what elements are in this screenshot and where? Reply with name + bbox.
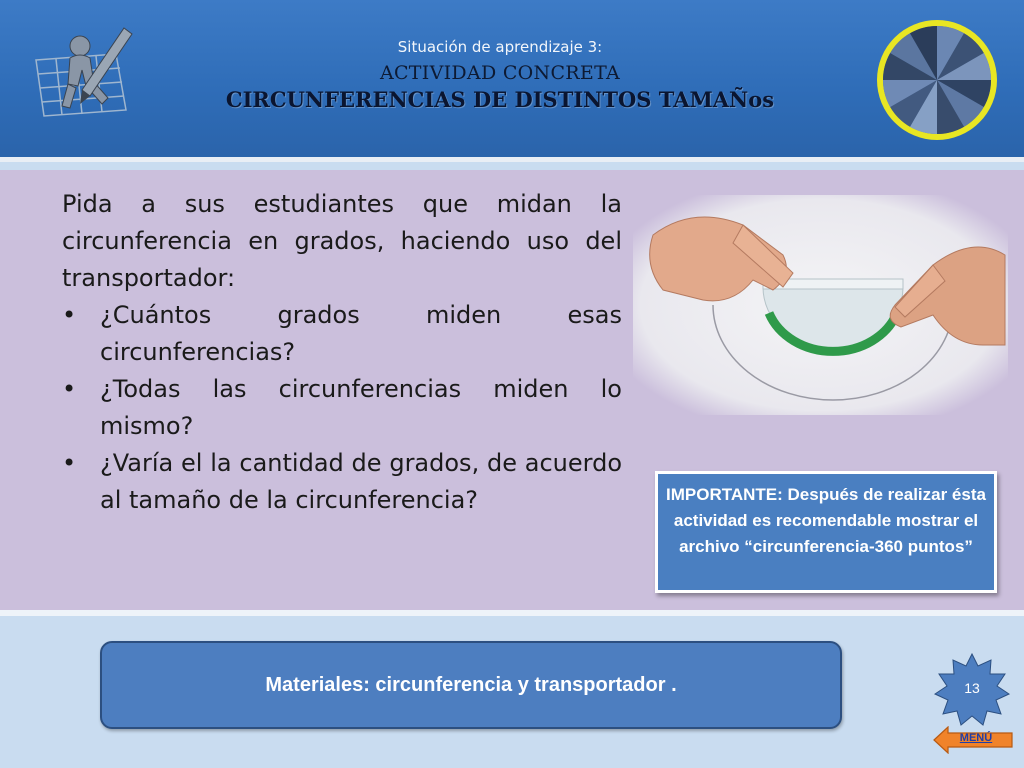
header-titles bbox=[150, 38, 850, 112]
slide-title-line1: ACTIVIDAD CONCRETA bbox=[379, 62, 621, 84]
hands-measuring-with-protractor-image bbox=[633, 195, 1008, 415]
slide-subtitle: Situación de aprendizaje 3: bbox=[397, 38, 603, 56]
materials-box bbox=[100, 641, 842, 729]
instructions-text bbox=[62, 186, 622, 519]
header-divider bbox=[0, 157, 1024, 162]
question-list bbox=[62, 297, 622, 519]
materials-label: Materiales: circunferencia y transportador . bbox=[265, 673, 677, 696]
question-item: • ¿Varía el la cantidad de grados, de acuerdo al tamaño de la circunferencia? bbox=[62, 445, 622, 519]
content-divider bbox=[0, 610, 1024, 616]
question-item: • ¿Todas las circunferencias miden lo mismo? bbox=[62, 371, 622, 445]
important-note: IMPORTANTE: Después de realizar ésta actividad es recomendable mostrar el archivo “circunferencia-360 puntos” bbox=[655, 471, 997, 593]
intro-paragraph: Pida a sus estudiantes que midan la circunferencia en grados, haciendo uso del transportador: bbox=[62, 190, 622, 292]
menu-button[interactable]: MENÚ bbox=[959, 732, 993, 744]
slide-title-line2: CIRCUNFERENCIAS DE DISTINTOS TAMAÑos bbox=[225, 87, 775, 112]
page-number: 13 bbox=[964, 680, 980, 696]
figure-with-pencil-icon bbox=[28, 22, 146, 122]
color-wheel-icon bbox=[873, 16, 1001, 144]
question-item: • ¿Cuántos grados miden esas circunferencias? bbox=[62, 297, 622, 371]
